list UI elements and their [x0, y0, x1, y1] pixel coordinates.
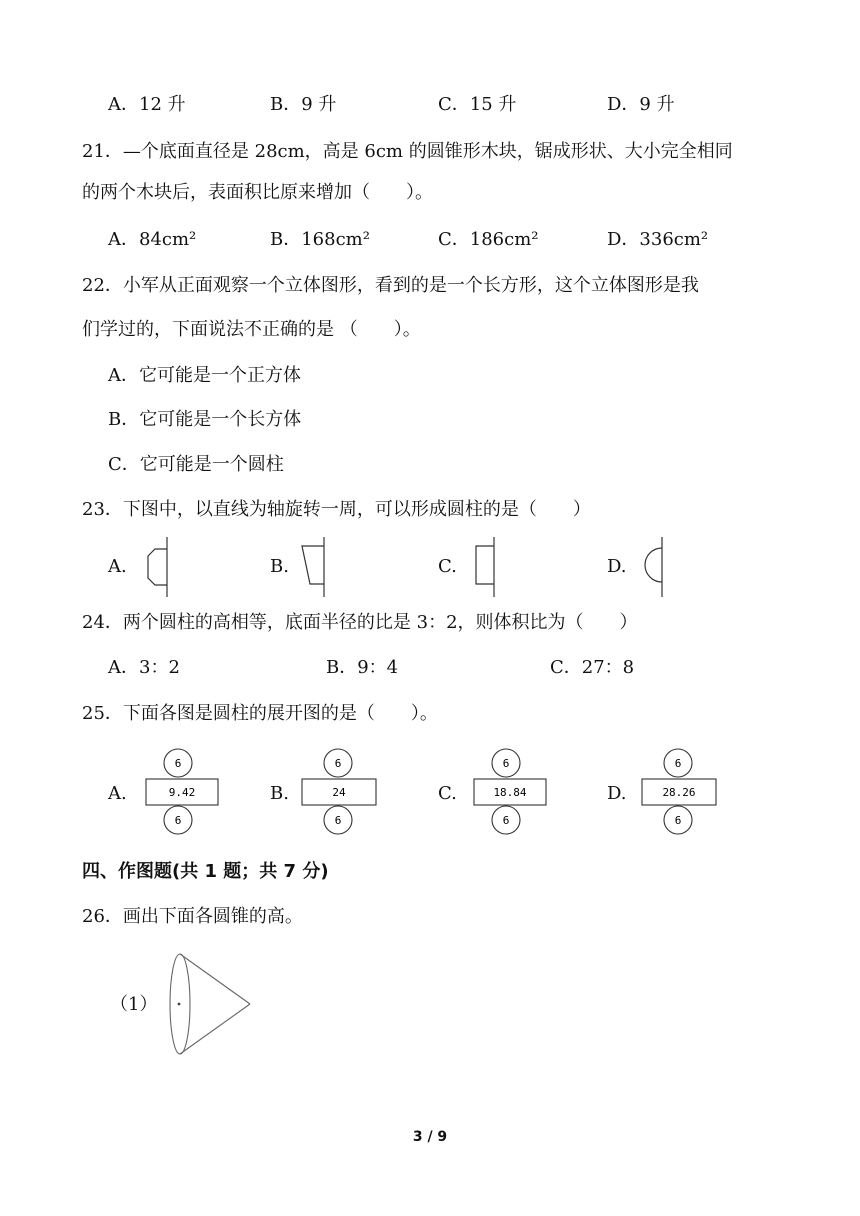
- q24-option-c: C．27：8: [550, 657, 635, 678]
- net-circle-label: 6: [334, 814, 342, 827]
- q23-figure-d: [634, 536, 670, 598]
- q24-option-b: B．9：4: [326, 657, 399, 678]
- net-circle-label: 6: [174, 757, 182, 770]
- q22-line-1: 22．小军从正面观察一个立体图形，看到的是一个长方形，这个立体图形是我: [82, 275, 699, 296]
- q23-option-c: C.: [438, 556, 457, 577]
- q22-option-a: A．它可能是一个正方体: [108, 365, 301, 386]
- q20-option-a: A．12 升: [108, 94, 186, 115]
- q21-option-c: C．186cm²: [438, 229, 539, 250]
- q22-option-c: C．它可能是一个圆柱: [108, 454, 284, 475]
- q21-line-1: 21．—个底面直径是 28cm，高是 6cm 的圆锥形木块，锯成形状、大小完全相同: [82, 141, 733, 162]
- q23-option-b: B.: [270, 556, 289, 577]
- net-rect-label: 28.26: [662, 786, 696, 799]
- net-circle-label: 6: [502, 757, 510, 770]
- net-rect-label: 18.84: [493, 786, 527, 799]
- q23-option-d: D.: [607, 556, 627, 577]
- q25-net-c: [468, 746, 552, 838]
- q25-option-a: A.: [108, 783, 127, 804]
- q21-option-d: D．336cm²: [607, 229, 709, 250]
- q23-figure-a: [140, 536, 176, 598]
- net-circle-label: 6: [674, 814, 682, 827]
- q20-option-c: C．15 升: [438, 94, 517, 115]
- q24-line-1: 24．两个圆柱的高相等，底面半径的比是 3：2，则体积比为（ ）: [82, 612, 638, 633]
- q24-option-a: A．3：2: [108, 657, 180, 678]
- q21-option-a: A．84cm²: [108, 229, 197, 250]
- net-circle-label: 6: [174, 814, 182, 827]
- q23-option-a: A.: [108, 556, 127, 577]
- q25-option-b: B.: [270, 783, 289, 804]
- q25-line-1: 25．下面各图是圆柱的展开图的是（ ）。: [82, 703, 438, 724]
- q23-figure-b: [296, 536, 336, 598]
- net-circle-label: 6: [674, 757, 682, 770]
- q23-line-1: 23．下图中，以直线为轴旋转一周，可以形成圆柱的是（ ）: [82, 499, 591, 520]
- q26-sub-1-label: （1）: [110, 994, 158, 1015]
- q25-net-d: [636, 746, 720, 838]
- q25-option-d: D.: [607, 783, 627, 804]
- q20-option-d: D．9 升: [607, 94, 675, 115]
- net-rect-label: 9.42: [168, 786, 196, 799]
- q25-net-a: [140, 746, 224, 838]
- q26-line-1: 26．画出下面各圆锥的高。: [82, 906, 303, 927]
- net-rect-label: 24: [332, 786, 346, 799]
- section-heading: 四、作图题(共 1 题；共 7 分): [82, 861, 329, 882]
- q23-figure-c: [466, 536, 502, 598]
- q22-line-2: 们学过的，下面说法不正确的是 （ ）。: [82, 319, 421, 340]
- q20-option-b: B．9 升: [270, 94, 337, 115]
- q21-line-2: 的两个木块后，表面积比原来增加（ ）。: [82, 182, 433, 203]
- q21-option-b: B．168cm²: [270, 229, 370, 250]
- page-number: 3 / 9: [412, 1129, 448, 1145]
- q22-option-b: B．它可能是一个长方体: [108, 409, 302, 430]
- q25-net-b: [296, 746, 382, 838]
- net-circle-label: 6: [502, 814, 510, 827]
- cone-figure: [160, 948, 260, 1060]
- net-circle-label: 6: [334, 757, 342, 770]
- q25-option-c: C.: [438, 783, 457, 804]
